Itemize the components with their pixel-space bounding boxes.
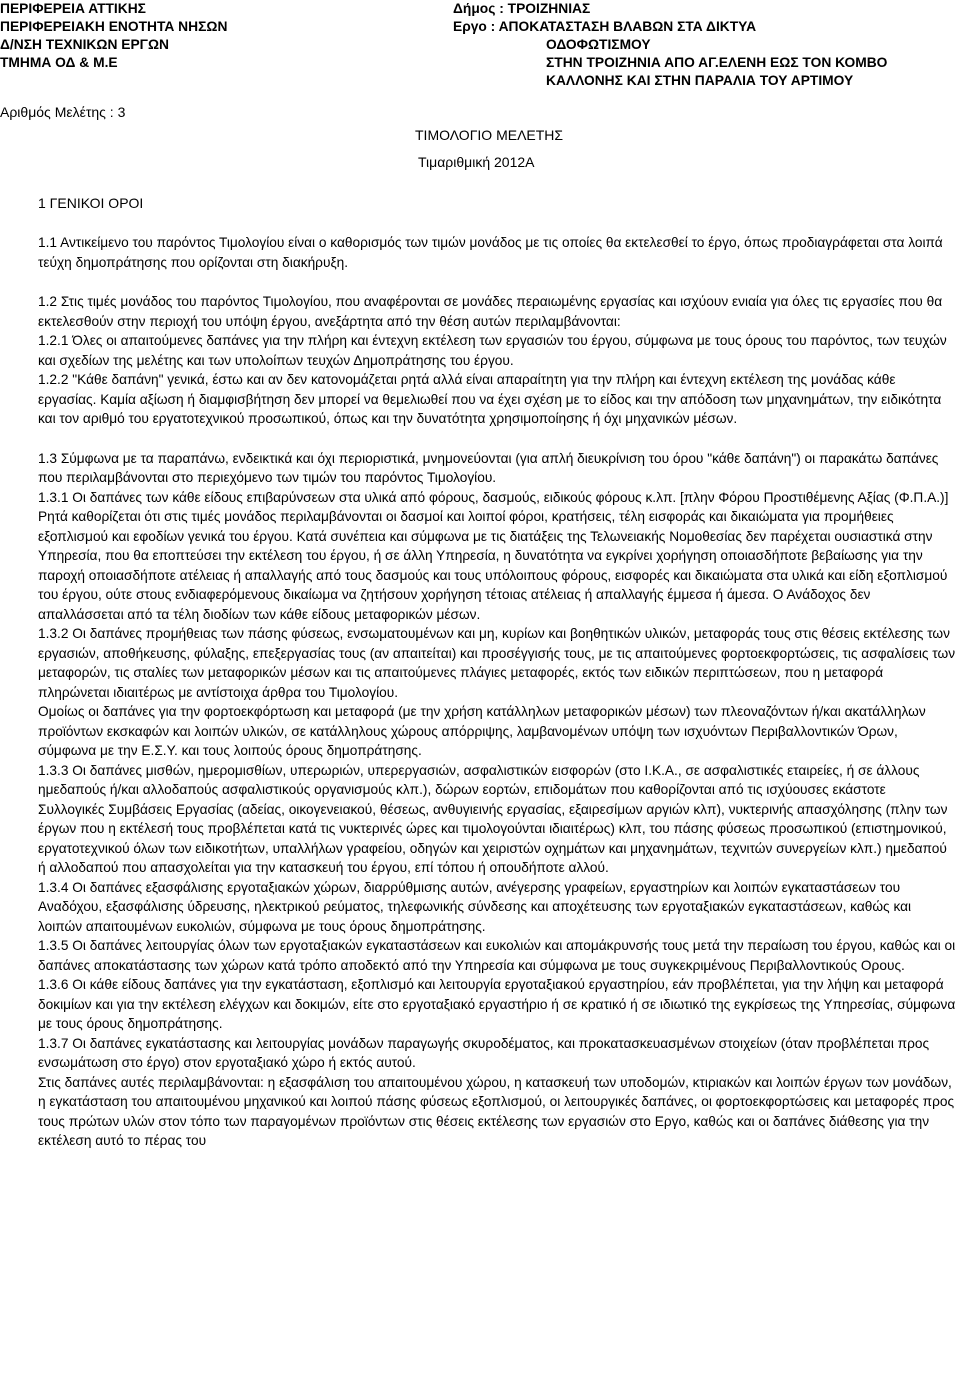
- paragraph: Ομοίως οι δαπάνες για την φορτοεκφόρτωση και μεταφορά (με την χρήση κατάλληλων μεταφορικών μέσων) των πλεοναζόντων ή/και ακατάλληλων προϊόντων εκσκαφών και λοιπών υλικών, σε κατάλληλους χώρους απόρριψης, λαμβανομένων υπόψη των ισχυόντων Περιβαλλοντικών Όρων, σύμφωνα με την Ε.Σ.Υ. και τους λοιπούς όρους δημοπράτησης.: [38, 704, 926, 758]
- paragraph: 1.3.4 Οι δαπάνες εξασφάλισης εργοταξιακών χώρων, διαρρύθμισης αυτών, ανέγερσης γραφείων, εργαστηρίων και λοιπών εγκαταστάσεων του Αναδόχου, εξασφάλισης ύδρευσης, ηλεκτρικού ρεύματος, τηλεφωνικής σύνδεσης και αποχέτευσης των εργοταξιακών εγκαταστάσεων, καθώς και λοιπών απαιτουμένων ευκολιών, σύμφωνα με τους όρους δημοπράτησης.: [38, 879, 912, 934]
- paragraph: 1.2 Στις τιμές μονάδος του παρόντος Τιμολογίου, που αναφέρονται σε μονάδες περαιωμένης εργασίας και ισχύουν ενιαία για όλες τις εργασίες που θα εκτελεσθούν στην περιοχή του υπόψη έργου, ανεξάρτητα από την θέση αυτών περιλαμβάνονται:: [38, 294, 943, 329]
- authority-line: ΤΜΗΜΑ ΟΔ & Μ.Ε: [0, 55, 118, 70]
- paragraph-gap: [38, 272, 956, 292]
- paragraph: 1.3.3 Οι δαπάνες μισθών, ημερομισθίων, υπερωριών, υπερεργασιών, ασφαλιστικών εισφορών (στο Ι.Κ.Α., σε ασφαλιστικές εταιρείες, ή σε άλλους ημεδαπούς ή/και αλλοδαπούς ασφαλιστικούς οργανισμούς κλπ.), δώρων εορτών, επιδομάτων που καθορίζονται από τις ισχύουσες εκάστοτε Συλλογικές Συμβάσεις Εργασίας (αδείας, οικογενειακού, θέσεως, ανθυγιεινής εργασίας, εξαιρεσίμων αργιών κλπ), νυκτερινής απασχόλησης (πλην των έργων που η εκτέλεσή τους προβλέπεται κατά τις νυκτερινές ώρες και τιμολογούνται ιδιαιτέρως) κλπ, του πάσης φύσεως προσωπικού (επιστημονικού, εργατοτεχνικού όλων των ειδικοτήτων, υπαλλήλων γραφείου, οδηγών και χειριστών οχημάτων και μηχανημάτων, τεχνιτών συνεργείων κλπ.) ημεδαπού ή αλλοδαπού που απασχολείται για την κατασκευή του έργου, επί τόπου ή οπουδήποτε αλλού.: [38, 762, 948, 875]
- paragraph: 1.3.2 Οι δαπάνες προμήθειας των πάσης φύσεως, ενσωματουμένων και μη, κυρίων και βοηθητικών υλικών, μεταφοράς τους στις θέσεις εκτέλεσης των εργασιών, αποθήκευσης, φύλαξης, επεξεργασίας τους (αν απαιτείται) και προσέγγισής τους, με τις απαιτούμενες φορτοεκφορτώσεις, τις ασφαλίσεις των μεταφορών, τις σταλίες των μεταφορικών μέσων και τις απαιτούμενες πλάγιες μεταφορές, εκτός των ειδικών περιπτώσεων, που η μεταφορά πληρώνεται ιδιαιτέρως με αντίστοιχα άρθρα του Τιμολογίου.: [38, 626, 956, 700]
- paragraph: Στις δαπάνες αυτές περιλαμβάνονται: η εξασφάλιση του απαιτουμένου χώρου, η κατασκευή των υποδομών, κτιριακών και λοιπών έργων των μονάδων, η εγκατάσταση του απαιτουμένου μηχανικού και λοιπού πάσης φύσεως εξοπλισμού, οι λειτουργικές δαπάνες, οι φορτοεκφορτώσεις και μεταφορές προς τους πρώτων υλών στον τόπο των παραγομένων προϊόντων στις θέσεις εκτέλεσης των εργασιών στο Εργο, καθώς και οι δαπάνες διάθεσης για την εκτέλεση αυτό το πέρας του: [38, 1074, 955, 1148]
- project-line: ΟΔΟΦΩΤΙΣΜΟΥ: [546, 37, 651, 52]
- paragraph: 1.3 Σύμφωνα με τα παραπάνω, ενδεικτικά και όχι περιοριστικά, μνημονεύονται (για απλή διευκρίνιση του όρου "κάθε δαπάνη") οι παρακάτω δαπάνες που περιλαμβάνονται στο περιεχόμενο των τιμών του παρόντος Τιμολογίου.: [38, 450, 939, 485]
- document-subtitle: Τιμαριθμική 2012Α: [418, 154, 535, 170]
- project-header: [453, 0, 887, 90]
- paragraph: 1.3.6 Οι κάθε είδους δαπάνες για την εγκατάσταση, εξοπλισμό και λειτουργία εργοταξιακού εργαστηρίου, εάν προβλέπεται, για την λήψη και μεταφορά δοκιμίων και για την εκτέλεση ελέγχων και δοκιμών, είτε στο εργοταξιακό εργαστήριο ή σε κρατικό ή σε ιδιωτικό της εγκρίσεως της Υπηρεσίας, σύμφωνα με τους όρους δημοπράτησης.: [38, 977, 956, 1031]
- section-title: 1 ΓΕΝΙΚΟΙ ΟΡΟΙ: [38, 195, 144, 211]
- document-body: [38, 233, 956, 1151]
- study-number: Αριθμός Μελέτης : 3: [0, 104, 126, 120]
- paragraph-gap: [38, 429, 956, 449]
- project-line: ΣΤΗΝ ΤΡΟΙΖΗΝΙΑ ΑΠΟ ΑΓ.ΕΛΕΝΗ ΕΩΣ ΤΟΝ ΚΟΜΒΟ: [546, 55, 888, 70]
- paragraph: 1.3.7 Οι δαπάνες εγκατάστασης και λειτουργίας μονάδων παραγωγής σκυροδέματος, και προκατασκευασμένων στοιχείων (όταν προβλέπεται προς ενσωμάτωση στο έργο) στον εργοταξιακό χώρο ή εκτός αυτού.: [38, 1035, 930, 1070]
- municipality: Δήμος : ΤΡΟΙΖΗΝΙΑΣ: [453, 1, 591, 16]
- paragraph: 1.3.1 Οι δαπάνες των κάθε είδους επιβαρύνσεων στα υλικά από φόρους, δασμούς, ειδικούς φόρους κ.λπ. [πλην Φόρου Προστιθέμενης Αξίας (Φ.Π.Α.)]: [38, 489, 949, 505]
- project-label: Εργο : ΑΠΟΚΑΤΑΣΤΑΣΗ ΒΛΑΒΩΝ ΣΤΑ ΔΙΚΤΥΑ: [453, 19, 757, 34]
- authority-header: [0, 0, 227, 72]
- authority-line: ΠΕΡΙΦΕΡΕΙΑΚΗ ΕΝΟΤΗΤΑ ΝΗΣΩΝ: [0, 19, 228, 34]
- document-title: ΤΙΜΟΛΟΓΙΟ ΜΕΛΕΤΗΣ: [415, 127, 564, 143]
- authority-line: Δ/ΝΣΗ ΤΕΧΝΙΚΩΝ ΕΡΓΩΝ: [0, 37, 169, 52]
- paragraph: 1.1 Αντικείμενο του παρόντος Τιμολογίου είναι ο καθορισμός των τιμών μονάδος με τις οποίες θα εκτελεσθεί το έργο, όπως προδιαγράφεται στα λοιπά τεύχη δημοπράτησης που ορίζονται στη διακήρυξη.: [38, 235, 943, 270]
- paragraph: Ρητά καθορίζεται ότι στις τιμές μονάδος περιλαμβάνονται οι δασμοί και λοιποί φόροι, κρατήσεις, τέλη εισφοράς και δικαιώματα για προμήθειες εξοπλισμού και εφοδίων γενικά του έργου. Κατά συνέπεια και σύμφωνα με τις διατάξεις της Τελωνειακής Νομοθεσίας δεν παρέχεται ουσιαστικά στην Υπηρεσία, που θα εποπτεύσει την εκτέλεση του έργου, ή σε άλλη Υπηρεσία, η δυνατότητα να εγκρίνει χορήγηση οποιασδήποτε βεβαίωσης για την παροχή οποιασδήποτε ατέλειας ή απαλλαγής από τους δασμούς και τους υπόλοιπους φόρους, εισφορές και δικαιώματα στα υλικά και είδη εξοπλισμού του έργου, ούτε στους ενδιαφερόμενους δικαίωμα να ζητήσουν χορήγηση τέτοιας ατέλειας ή απαλλαγής έμμεσα ή άμεσα. Ο Ανάδοχος δεν απαλλάσσεται από τα τέλη διοδίων των κάθε είδους μεταφορικών μέσων.: [38, 509, 948, 622]
- paragraph: 1.2.1 Όλες οι απαιτούμενες δαπάνες για την πλήρη και έντεχνη εκτέλεση των εργασιών του έργου, σύμφωνα με τους όρους του παρόντος, των τευχών και σχεδίων της μελέτης και των υπολοίπων τευχών Δημοπράτησης του έργου.: [38, 333, 947, 368]
- authority-line: ΠΕΡΙΦΕΡΕΙΑ ΑΤΤΙΚΗΣ: [0, 1, 146, 16]
- paragraph: 1.2.2 "Κάθε δαπάνη" γενικά, έστω και αν δεν κατονομάζεται ρητά αλλά είναι απαραίτητη για την πλήρη και έντεχνη εκτέλεση της μονάδας κάθε εργασίας. Καμία αξίωση ή διαμφισβήτηση δεν μπορεί να θεμελιωθεί που να έχει σχέση με το είδος και την απόδοση των μηχανημάτων, την ειδικότητα και τον αριθμό του εργατοτεχνικού προσωπικού, όπως και την δυνατότητα χρησιμοποίησης ή όχι μηχανικών μέσων.: [38, 372, 942, 426]
- project-line: ΚΑΛΛΟΝΗΣ ΚΑΙ ΣΤΗΝ ΠΑΡΑΛΙΑ ΤΟΥ ΑΡΤΙΜΟΥ: [546, 73, 854, 88]
- paragraph: 1.3.5 Οι δαπάνες λειτουργίας όλων των εργοταξιακών εγκαταστάσεων και ευκολιών και απομάκρυνσής τους μετά την περαίωση του έργου, καθώς και οι δαπάνες αποκατάστασης των χώρων κατά τρόπο αποδεκτό από την Υπηρεσία και σύμφωνα με τους συγκεκριμένους Περιβαλλοντικούς Ορους.: [38, 938, 956, 973]
